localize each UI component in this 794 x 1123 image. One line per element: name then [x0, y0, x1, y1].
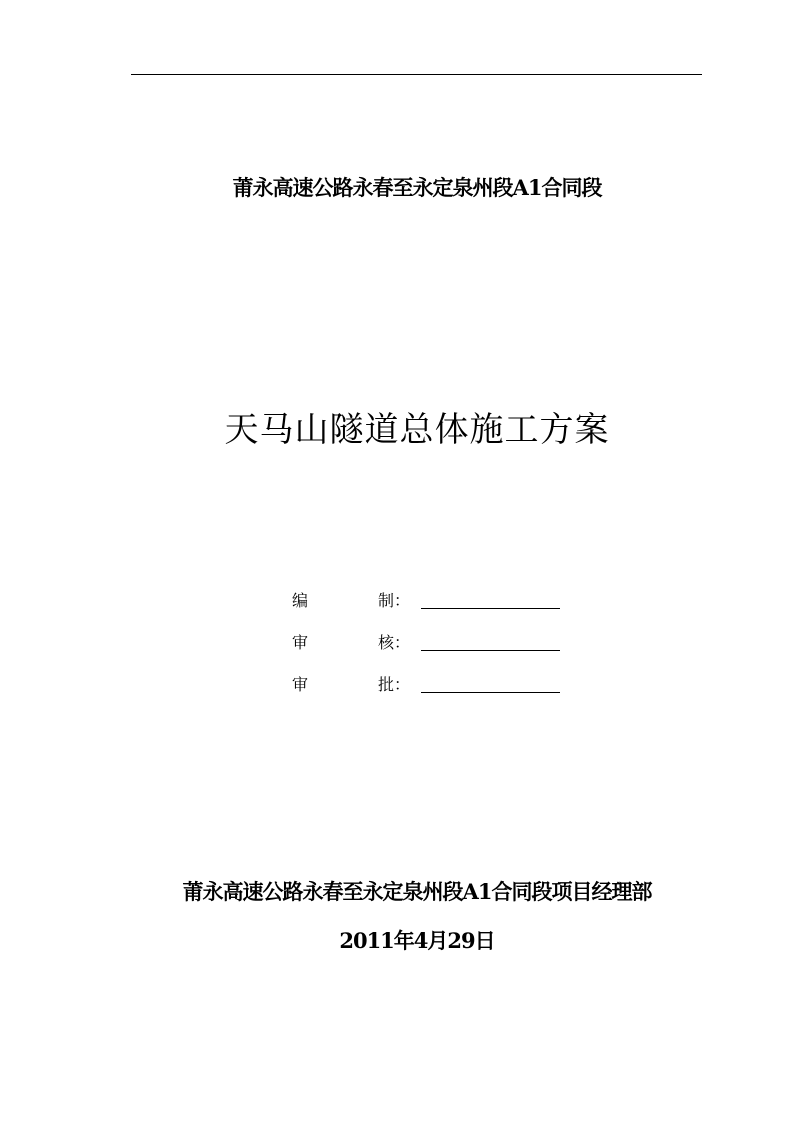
footer-date: 2011年4月29日	[339, 928, 495, 953]
project-name: 莆永高速公路永春至永定泉州段A1合同段	[232, 175, 602, 200]
signature-label-second-char: 制：	[378, 591, 411, 610]
signature-blank-line[interactable]	[421, 650, 560, 651]
signature-blank-line[interactable]	[421, 692, 560, 693]
signature-label-first-char: 审	[292, 675, 309, 694]
signature-blank-line[interactable]	[421, 608, 560, 609]
signature-label-second-char: 核：	[378, 633, 411, 652]
header-rule	[131, 74, 702, 75]
signature-label-first-char: 编	[292, 591, 309, 610]
signature-label-second-char: 批：	[378, 675, 411, 694]
signature-label-first-char: 审	[292, 633, 309, 652]
footer-organization: 莆永高速公路永春至永定泉州段A1合同段项目经理部	[182, 879, 652, 904]
document-title: 天马山隧道总体施工方案	[224, 410, 610, 450]
